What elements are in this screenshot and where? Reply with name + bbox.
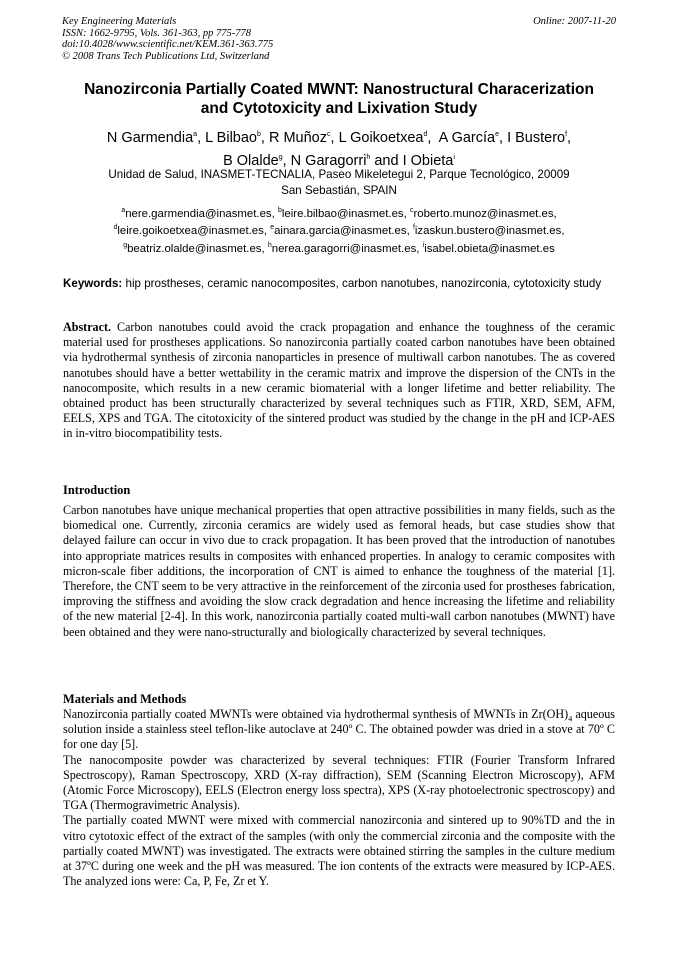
journal-doi: doi:10.4028/www.scientific.net/KEM.361-363.775	[62, 39, 274, 51]
email-line-3	[63, 239, 615, 256]
author-mark: i	[453, 153, 455, 161]
email-mark: c	[409, 207, 414, 214]
author-mark: f	[565, 131, 568, 138]
author-sep: ,	[260, 129, 269, 146]
email-sep: ,	[553, 207, 557, 220]
author: R Muñoz	[268, 129, 327, 146]
online-date: Online: 2007-11-20	[533, 16, 616, 27]
author: N Garagorri	[290, 152, 367, 169]
email-sep: ,	[416, 242, 423, 255]
author-mark: g	[278, 153, 283, 161]
author-mark: d	[423, 131, 428, 138]
author-sep: ,	[197, 129, 206, 146]
email-address: leire.goikoetxea@inasmet.es	[117, 225, 264, 238]
methods-paragraph-1	[63, 707, 615, 753]
keywords-label: Keywords:	[63, 277, 123, 290]
email-sep: ,	[403, 207, 410, 220]
author-sep: ,	[330, 129, 339, 146]
email-sep: ,	[261, 242, 268, 255]
email-line-2	[63, 221, 615, 238]
affiliation	[63, 167, 615, 198]
author-sep: and	[370, 152, 403, 169]
keywords-text: hip prostheses, ceramic nanocomposites, carbon nanotubes, nanozirconia, cytotoxicity study	[125, 277, 602, 290]
affiliation-line-1: Unidad de Salud, INASMET-TECNALIA, Paseo Mikeletegui 2, Parque Tecnológico, 20009	[108, 168, 570, 181]
email-line-1	[63, 204, 615, 221]
abstract-text: Carbon nanotubes could avoid the crack propagation and enhance the toughness of the ceramic material used for prostheses applications. So nanozirconia partially coated carbon nanotubes have been obtained via hydrothermal synthesis of zirconia nanoparticles in presence of multiwall carbon nanotubes. The as covered nanotubes should have a better wettability in the ceramic matrix and improve the dispersion of the CNTs in the nanocomposite, which results in a new ceramic biomaterial with a longer lifetime and better reliability. The obtained product has been structurally characterized by several techniques such as FTIR, XRD, SEM, AFM, EELS, XPS and TGA. The citotoxicity of the sintered product was studied by the change in the pH and ICP-AES in in-vitro biocompatibility tests.	[63, 320, 615, 441]
email-address: izaskun.bustero@inasmet.es	[414, 225, 562, 238]
author: L Bilbao	[205, 129, 257, 146]
email-sep: ,	[271, 207, 278, 220]
author-sep: ,	[427, 129, 439, 146]
methods-paragraph-3: The partially coated MWNT were mixed with commercial nanozirconia and sintered up to 90%TD and the in vitro cytotoxic effect of the extract of the samples (with only the commercial zirconia and the composite with the partially coated MWNT) was investigated. The extracts were obtained stirring the samples in the culture medium at 37ºC during one week and the pH was measured. The ion contents of the extracts were measured by ICP-AES. The analyzed ions were: Ca, P, Fe, Zr et Y.	[63, 813, 615, 889]
email-sep: ,	[406, 225, 413, 238]
email-mark: a	[121, 207, 126, 214]
author-sep: ,	[567, 129, 572, 146]
journal-issn: ISSN: 1662-9795, Vols. 361-363, pp 775-778	[62, 27, 251, 39]
methods-p1-start: Nanozirconia partially coated MWNTs were obtained via hydrothermal synthesis of MWNTs in Zr(OH)	[63, 707, 569, 721]
email-address: leire.bilbao@inasmet.es	[281, 207, 404, 220]
email-sep: ,	[561, 225, 565, 238]
author-list	[63, 125, 615, 171]
email-mark: e	[270, 224, 275, 232]
author-mark: e	[495, 131, 499, 138]
email-address: roberto.munoz@inasmet.es	[413, 207, 554, 220]
author-mark: c	[327, 131, 331, 138]
email-address: ainara.garcia@inasmet.es	[274, 225, 407, 238]
email-list	[63, 204, 615, 256]
methods-p1-subscript: 4	[568, 714, 573, 724]
author: I Bustero	[507, 129, 566, 146]
email-mark: i	[422, 241, 425, 249]
affiliation-line-2: San Sebastián, SPAIN	[281, 183, 397, 197]
author-sep: ,	[499, 129, 508, 146]
email-mark: b	[277, 207, 282, 214]
paper-title	[63, 80, 615, 118]
methods-body	[63, 707, 615, 889]
email-address: isabel.obieta@inasmet.es	[424, 242, 555, 255]
email-address: nere.garmendia@inasmet.es	[125, 207, 272, 220]
email-mark: f	[412, 224, 415, 232]
title-line-2: and Cytotoxicity and Lixivation Study	[200, 100, 478, 117]
author-mark: b	[257, 131, 261, 138]
email-mark: g	[123, 241, 128, 249]
author-sep: ,	[282, 152, 291, 169]
author: I Obieta	[402, 152, 454, 169]
email-address: nerea.garagorri@inasmet.es	[271, 242, 417, 255]
author-mark: a	[193, 131, 198, 138]
author-line-1	[63, 125, 615, 148]
title-line-1: Nanozirconia Partially Coated MWNT: Nanostructural Characerization	[84, 81, 594, 98]
journal-copyright: © 2008 Trans Tech Publications Ltd, Switzerland	[62, 50, 270, 62]
email-mark: d	[113, 224, 118, 232]
methods-paragraph-2: The nanocomposite powder was characterized by several techniques: FTIR (Fourier Transform Infrared Spectroscopy), Raman Spectroscopy, XRD (X-ray diffraction), SEM (Scanning Electron Microscopy), AFM (Atomic Force Microscopy), EELS (Electron energy loss spectra), XPS (X-ray photoelectronic spectroscopy) and TGA (Thermogravimetric Analysis).	[63, 752, 615, 813]
keywords	[63, 276, 615, 292]
author: B Olalde	[223, 152, 279, 169]
journal-name: Key Engineering Materials	[62, 16, 177, 27]
journal-header	[62, 16, 273, 62]
author: L Goikoetxea	[338, 129, 424, 146]
email-address: beatriz.olalde@inasmet.es	[127, 242, 262, 255]
introduction-text: Carbon nanotubes have unique mechanical properties that open attractive possibilities in many fields, such as the biomedical one. Currently, zirconia ceramics are widely used as femoral heads, but case studies show that delayed failure can occur in vivo due to crack propagation. It has been proved that the introduction of nanotubes into appropriate matrices results in composites with enhanced properties. In analogy to ceramic composites with micron-scale fiber additions, the incorporation of CNT is aimed to enhance the toughness of the material [1]. Therefore, the CNT seem to be very attractive in the reinforcement of the zirconia used for prostheses fabrication, improving the stiffness and avoiding the slow crack degradation and hence increasing the lifetime and reliability of the new material [2-4]. In this work, nanozirconia partially coated multi-wall carbon nanotubes (MWNT) have been obtained and they were nano-structurally and biologically characterized by several techniques.	[63, 503, 615, 639]
email-sep: ,	[263, 225, 271, 238]
author-mark: h	[366, 153, 371, 161]
abstract-label: Abstract.	[63, 320, 112, 334]
introduction-heading: Introduction	[63, 483, 131, 497]
methods-p1-end: aqueous solution inside a stainless steel teflon-like autoclave at 240º C. The obtained powder was dried in a stove at 70º C for one day [5].	[63, 707, 615, 752]
methods-heading: Materials and Methods	[63, 692, 187, 706]
abstract	[63, 320, 615, 442]
author: N Garmendia	[106, 129, 194, 146]
email-mark: h	[267, 241, 272, 249]
author: A García	[438, 129, 496, 146]
